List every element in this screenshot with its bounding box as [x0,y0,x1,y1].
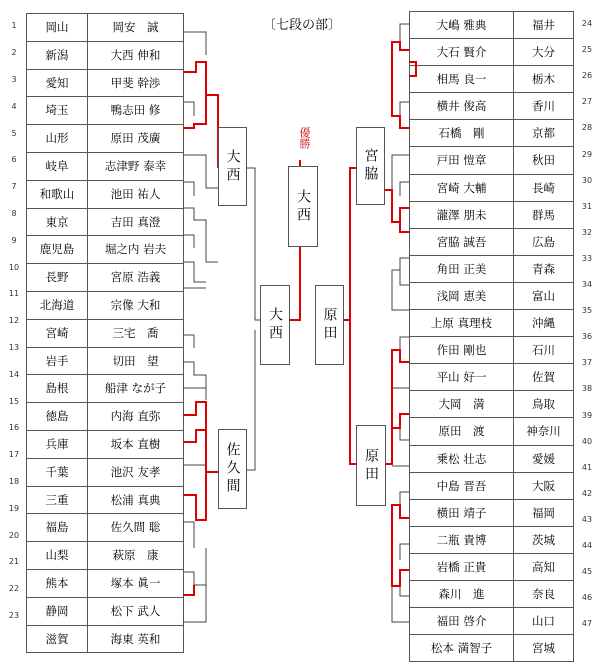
player-name-cell: 乗松 壮志 [410,445,514,472]
player-name-cell: 宮脇 誠吾 [410,228,514,255]
player-name-cell: 福田 啓介 [410,608,514,635]
bracket-line [392,300,409,310]
prefecture-cell: 青森 [514,255,574,282]
prefecture-cell: 鹿児島 [27,236,88,264]
seed-number: 23 [8,611,20,620]
seed-number: 14 [8,369,20,379]
prefecture-cell: 静岡 [27,597,88,625]
prefecture-cell: 福岡 [514,499,574,526]
bracket-title: 〔七段の部〕 [263,18,342,33]
bracket-line [183,548,206,585]
player-name-cell: 大石 賢介 [410,39,514,66]
seed-number: 9 [11,235,17,245]
player-name-cell: 森川 進 [410,580,514,607]
bracket-line [400,270,409,285]
seed-number: 33 [581,253,593,263]
player-name-cell: 坂本 直樹 [88,430,184,458]
player-name-cell: 宗像 大和 [88,291,184,319]
player-name-cell: 原田 茂廣 [88,125,184,153]
player-name-cell: 戸田 愷章 [410,147,514,174]
seed-number: 29 [581,149,593,159]
player-name-cell: 海東 英和 [88,625,184,653]
player-name-cell: 大岡 満 [410,391,514,418]
bracket-line [183,62,218,168]
prefecture-cell: 佐賀 [514,364,574,391]
bracket-line [383,168,409,222]
prefecture-cell: 大阪 [514,472,574,499]
seed-number: 46 [581,593,593,603]
player-name-cell: 吉田 真澄 [88,208,184,236]
prefecture-cell: 岡山 [27,14,88,42]
seed-number: 41 [581,462,593,472]
prefecture-cell: 奈良 [514,580,574,607]
player-name-cell: 三宅 喬 [88,319,184,347]
bracket-line [342,168,356,320]
seed-number: 26 [581,71,593,81]
seed-number: 21 [8,557,20,567]
seed-number: 47 [581,619,593,629]
quarter-winner-left-bottom: 佐久間 [218,429,247,509]
bracket-line [183,522,194,548]
prefecture-cell: 東京 [27,208,88,236]
bracket-line [400,586,409,596]
player-name-cell: 岡安 誠 [88,14,184,42]
prefecture-cell: 秋田 [514,147,574,174]
seed-number: 45 [581,567,593,577]
prefecture-cell: 広島 [514,228,574,255]
player-name-cell: 堀之内 岩夫 [88,236,184,264]
player-name-cell: 宮原 浩義 [88,264,184,292]
seed-number: 2 [11,48,17,58]
seed-number: 7 [11,182,17,192]
seed-number: 4 [11,101,17,111]
prefecture-cell: 島根 [27,375,88,403]
prefecture-cell: 山梨 [27,542,88,570]
prefecture-cell: 宮崎 [27,319,88,347]
prefecture-cell: 埼玉 [27,97,88,125]
prefecture-cell: 石川 [514,337,574,364]
player-name-cell: 作田 剛也 [410,337,514,364]
player-name-cell: 大嶋 雅典 [410,12,514,39]
player-name-cell: 中島 晋吾 [410,472,514,499]
bracket-line [245,168,260,320]
bracket-line [400,492,409,505]
prefecture-cell: 茨城 [514,526,574,553]
prefecture-cell: 三重 [27,486,88,514]
seed-number: 28 [581,123,593,133]
seed-number: 5 [11,128,17,138]
seed-number: 18 [8,477,20,486]
seed-number: 38 [581,384,593,394]
player-name-cell: 切田 望 [88,347,184,375]
prefecture-cell: 山口 [514,608,574,635]
bracket-line [400,182,409,196]
seed-number: 27 [581,97,593,107]
prefecture-cell: 熊本 [27,569,88,597]
player-name-cell: 松下 武人 [88,597,184,625]
seed-number: 42 [581,488,593,498]
prefecture-cell: 新潟 [27,41,88,69]
prefecture-cell: 大分 [514,39,574,66]
bracket-line [400,544,409,560]
prefecture-cell: 香川 [514,93,574,120]
bracket-line [183,465,206,510]
bracket-line [183,32,206,55]
prefecture-cell: 沖縄 [514,310,574,337]
bracket-line [183,335,194,348]
bracket-line [183,262,206,282]
seed-number: 37 [581,358,593,368]
semi-winner-left: 大西 [260,285,290,365]
player-name-cell: 上原 真理枝 [410,310,514,337]
player-name-cell: 鴨志田 修 [88,97,184,125]
seed-number: 40 [581,436,593,446]
bracket-line [183,472,206,520]
player-name-cell: 船津 なが子 [88,375,184,403]
seed-number: 16 [8,423,20,433]
bracket-line [400,24,409,50]
bracket-line [183,235,194,248]
bracket-line [392,350,409,392]
player-name-cell: 相馬 良一 [410,66,514,93]
champion-label: 優勝 [298,127,311,149]
player-name-cell: 岩橋 正貴 [410,553,514,580]
seed-number: 10 [8,262,20,272]
seed-number: 19 [8,503,20,513]
prefecture-cell: 高知 [514,553,574,580]
player-name-cell: 内海 直弥 [88,403,184,431]
player-name-cell: 角田 正美 [410,255,514,282]
seed-number: 43 [581,514,593,524]
seed-number: 13 [8,343,20,352]
seed-number: 22 [8,584,20,594]
seed-number: 17 [8,450,20,460]
semi-winner-right: 原田 [315,285,344,365]
prefecture-cell: 富山 [514,282,574,309]
prefecture-cell: 栃木 [514,66,574,93]
player-name-cell: 萩原 康 [88,542,184,570]
seed-number: 32 [581,227,593,237]
player-name-cell: 宮崎 大輔 [410,174,514,201]
seed-number: 34 [581,280,593,290]
bracket-line [183,102,194,116]
prefecture-cell: 京都 [514,120,574,147]
player-name-cell: 志津野 泰幸 [88,152,184,180]
prefecture-cell: 岩手 [27,347,88,375]
prefecture-cell: 兵庫 [27,430,88,458]
seed-number: 8 [11,209,17,218]
bracket-line [183,430,206,442]
prefecture-cell: 鳥取 [514,391,574,418]
prefecture-cell: 徳島 [27,403,88,431]
player-name-cell: 池沢 友孝 [88,458,184,486]
seed-number: 12 [8,316,20,326]
seed-number: 24 [581,19,593,29]
prefecture-cell: 岐阜 [27,152,88,180]
prefecture-cell: 長野 [27,264,88,292]
seed-number: 15 [8,396,20,406]
seed-number: 6 [11,155,17,165]
bracket-line [183,362,206,400]
prefecture-cell: 神奈川 [514,418,574,445]
prefecture-cell: 和歌山 [27,180,88,208]
bracket-line [400,222,409,232]
player-name-cell: 池田 祐人 [88,180,184,208]
bracket-line [183,182,194,196]
seed-number: 30 [581,175,593,185]
seed-number: 25 [581,45,593,55]
seed-number: 3 [11,75,17,84]
prefecture-cell: 滋賀 [27,625,88,653]
quarter-winner-right-top: 宮脇 [356,127,385,205]
player-name-cell: 横井 俊高 [410,93,514,120]
bracket-line [183,402,218,472]
bracket-line [400,102,409,116]
prefecture-cell: 福井 [514,12,574,39]
player-name-cell: 二瓶 貴博 [410,526,514,553]
bracket-line [183,585,194,595]
seed-number: 1 [11,21,17,31]
player-name-cell: 原田 渡 [410,418,514,445]
prefecture-cell: 北海道 [27,291,88,319]
seed-number: 36 [581,332,593,342]
seed-number: 44 [581,541,593,551]
champion-box: 大西 [288,166,318,247]
prefecture-cell: 長崎 [514,174,574,201]
quarter-winner-left-top: 大西 [218,127,247,206]
seed-number: 31 [581,201,593,211]
prefecture-cell: 愛知 [27,69,88,97]
seed-number: 39 [581,410,593,420]
quarter-winner-right-bottom: 原田 [356,425,386,506]
player-name-cell: 瀧澤 朋未 [410,201,514,228]
player-name-cell: 浅岡 恵美 [410,282,514,309]
bracket-line [392,42,409,80]
player-name-cell: 松浦 真典 [88,486,184,514]
bracket-line [409,62,416,76]
prefecture-cell: 愛媛 [514,445,574,472]
prefecture-cell: 宮城 [514,635,574,662]
player-name-cell: 横田 靖子 [410,499,514,526]
player-name-cell: 松本 満智子 [410,635,514,662]
prefecture-cell: 群馬 [514,201,574,228]
player-name-cell: 大西 伸和 [88,41,184,69]
seed-number: 35 [581,306,593,316]
bracket-line [183,155,218,188]
prefecture-cell: 山形 [27,125,88,153]
player-name-cell: 石橋 剛 [410,120,514,147]
bracket-line [392,560,409,586]
prefecture-cell: 福島 [27,514,88,542]
player-name-cell: 佐久間 聡 [88,514,184,542]
seed-number: 20 [8,530,20,540]
bracket-line [400,428,409,440]
player-name-cell: 塚本 眞一 [88,569,184,597]
player-name-cell: 平山 好一 [410,364,514,391]
seed-number: 11 [8,289,20,299]
player-name-cell: 甲斐 幹渉 [88,69,184,97]
bracket-line [400,337,409,350]
prefecture-cell: 千葉 [27,458,88,486]
